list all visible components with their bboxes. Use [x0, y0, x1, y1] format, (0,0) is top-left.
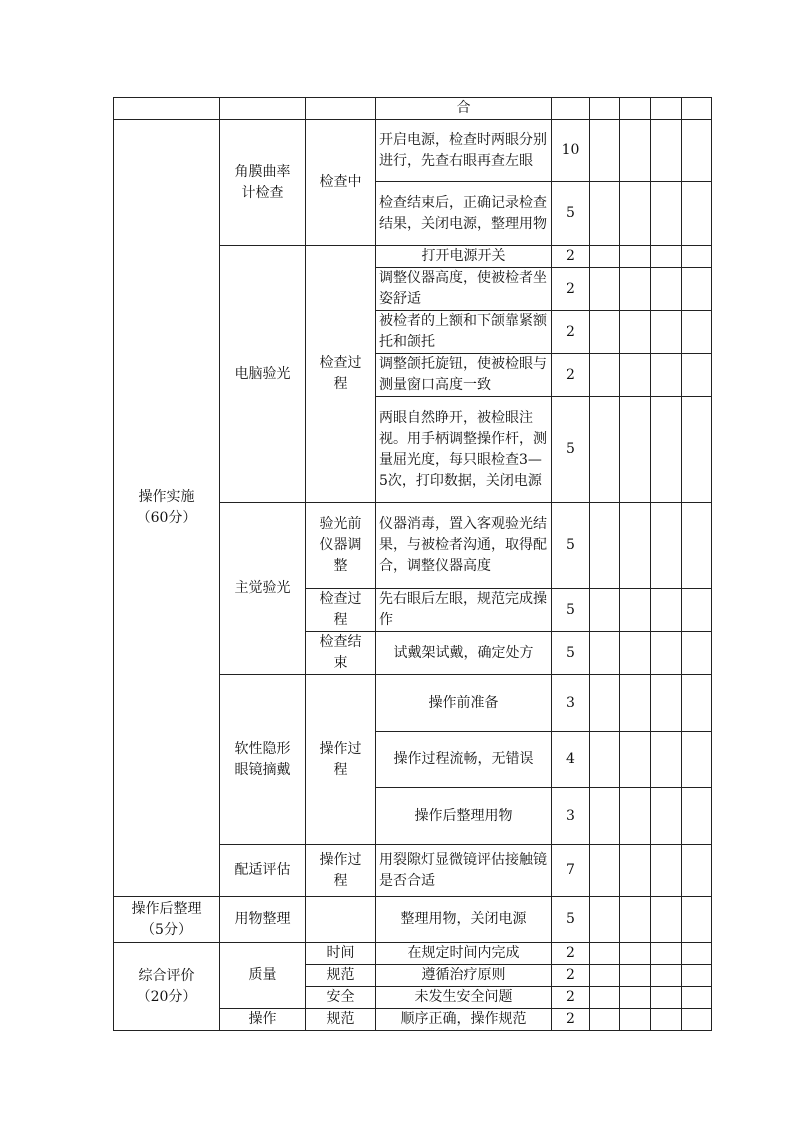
content-cell: 打开电源开关	[376, 246, 552, 268]
blank-cell	[682, 987, 712, 1009]
blank-cell	[651, 268, 682, 311]
phase-cell: 操作过 程	[306, 845, 376, 897]
blank-cell	[651, 788, 682, 845]
content-cell: 操作过程流畅，无错误	[376, 732, 552, 788]
category-cell: 操作后整理 （5分）	[114, 897, 220, 943]
phase-cell: 检查结 束	[306, 632, 376, 675]
phase-cell: 安全	[306, 987, 376, 1009]
blank-cell	[620, 98, 651, 120]
blank-cell	[620, 182, 651, 246]
blank-cell	[620, 397, 651, 503]
blank-cell	[620, 788, 651, 845]
content-cell: 操作前准备	[376, 675, 552, 732]
phase-cell: 检查过 程	[306, 589, 376, 632]
blank-cell	[620, 987, 651, 1009]
blank-cell	[682, 943, 712, 965]
content-cell: 仪器消毒，置入客观验光结果，与被检者沟通，取得配合，调整仪器高度	[376, 503, 552, 589]
blank-cell	[651, 98, 682, 120]
blank-cell	[651, 732, 682, 788]
content-cell: 用裂隙灯显微镜评估接触镜是否合适	[376, 845, 552, 897]
blank-cell	[620, 120, 651, 182]
blank-cell	[620, 246, 651, 268]
blank-cell	[651, 845, 682, 897]
blank-cell	[590, 354, 620, 397]
score-cell: 10	[552, 120, 590, 182]
table-cell	[220, 98, 306, 120]
score-cell	[552, 98, 590, 120]
content-cell: 调整颌托旋钮，使被检眼与测量窗口高度一致	[376, 354, 552, 397]
blank-cell	[590, 311, 620, 354]
phase-cell: 检查过 程	[306, 246, 376, 503]
score-cell: 5	[552, 397, 590, 503]
blank-cell	[590, 788, 620, 845]
blank-cell	[651, 965, 682, 987]
score-cell: 2	[552, 987, 590, 1009]
score-cell: 2	[552, 268, 590, 311]
phase-cell	[306, 897, 376, 943]
score-cell: 5	[552, 632, 590, 675]
content-cell: 开启电源，检查时两眼分别进行，先查右眼再查左眼	[376, 120, 552, 182]
score-cell: 2	[552, 311, 590, 354]
blank-cell	[651, 397, 682, 503]
scoring-sheet	[113, 97, 712, 1031]
table-cell	[114, 98, 220, 120]
score-cell: 2	[552, 246, 590, 268]
blank-cell	[682, 965, 712, 987]
item-cell: 软性隐形 眼镜摘戴	[220, 675, 306, 845]
score-cell: 2	[552, 943, 590, 965]
blank-cell	[682, 632, 712, 675]
item-cell: 用物整理	[220, 897, 306, 943]
blank-cell	[682, 897, 712, 943]
blank-cell	[590, 632, 620, 675]
blank-cell	[590, 268, 620, 311]
score-cell: 3	[552, 675, 590, 732]
table-cell	[306, 98, 376, 120]
blank-cell	[651, 943, 682, 965]
blank-cell	[682, 732, 712, 788]
content-cell: 顺序正确，操作规范	[376, 1009, 552, 1031]
blank-cell	[682, 120, 712, 182]
blank-cell	[620, 965, 651, 987]
category-cell: 操作实施 （60分）	[114, 120, 220, 897]
blank-cell	[620, 589, 651, 632]
scoring-table	[113, 97, 712, 1031]
content-cell: 遵循治疗原则	[376, 965, 552, 987]
blank-cell	[682, 1009, 712, 1031]
item-cell: 配适评估	[220, 845, 306, 897]
content-cell: 操作后整理用物	[376, 788, 552, 845]
item-cell: 角膜曲率 计检查	[220, 120, 306, 246]
blank-cell	[651, 503, 682, 589]
blank-cell	[620, 675, 651, 732]
content-cell: 合	[376, 98, 552, 120]
item-cell: 主觉验光	[220, 503, 306, 675]
content-cell: 检查结束后，正确记录检查结果，关闭电源，整理用物	[376, 182, 552, 246]
table-row	[114, 98, 712, 120]
blank-cell	[651, 354, 682, 397]
blank-cell	[590, 845, 620, 897]
blank-cell	[682, 98, 712, 120]
blank-cell	[620, 1009, 651, 1031]
table-row	[114, 897, 712, 943]
blank-cell	[682, 182, 712, 246]
blank-cell	[590, 120, 620, 182]
blank-cell	[620, 311, 651, 354]
blank-cell	[620, 354, 651, 397]
content-cell: 整理用物，关闭电源	[376, 897, 552, 943]
blank-cell	[590, 675, 620, 732]
blank-cell	[682, 246, 712, 268]
item-cell: 电脑验光	[220, 246, 306, 503]
blank-cell	[590, 98, 620, 120]
phase-cell: 检查中	[306, 120, 376, 246]
blank-cell	[651, 589, 682, 632]
blank-cell	[682, 354, 712, 397]
blank-cell	[590, 397, 620, 503]
phase-cell: 时间	[306, 943, 376, 965]
blank-cell	[682, 788, 712, 845]
score-cell: 5	[552, 182, 590, 246]
blank-cell	[590, 503, 620, 589]
phase-cell: 规范	[306, 965, 376, 987]
blank-cell	[651, 311, 682, 354]
content-cell: 在规定时间内完成	[376, 943, 552, 965]
blank-cell	[651, 1009, 682, 1031]
blank-cell	[682, 311, 712, 354]
blank-cell	[620, 845, 651, 897]
score-cell: 2	[552, 1009, 590, 1031]
blank-cell	[620, 503, 651, 589]
content-cell: 未发生安全问题	[376, 987, 552, 1009]
blank-cell	[590, 1009, 620, 1031]
item-cell: 操作	[220, 1009, 306, 1031]
category-cell: 综合评价 （20分）	[114, 943, 220, 1031]
blank-cell	[682, 268, 712, 311]
blank-cell	[620, 268, 651, 311]
blank-cell	[590, 943, 620, 965]
score-cell: 7	[552, 845, 590, 897]
blank-cell	[682, 845, 712, 897]
blank-cell	[651, 120, 682, 182]
score-cell: 5	[552, 589, 590, 632]
blank-cell	[651, 632, 682, 675]
score-cell: 5	[552, 897, 590, 943]
phase-cell: 规范	[306, 1009, 376, 1031]
blank-cell	[620, 632, 651, 675]
blank-cell	[590, 246, 620, 268]
table-row	[114, 120, 712, 182]
blank-cell	[620, 943, 651, 965]
blank-cell	[590, 182, 620, 246]
blank-cell	[651, 987, 682, 1009]
item-cell: 质量	[220, 943, 306, 1009]
blank-cell	[682, 589, 712, 632]
phase-cell: 验光前 仪器调 整	[306, 503, 376, 589]
content-cell: 先右眼后左眼，规范完成操作	[376, 589, 552, 632]
blank-cell	[651, 897, 682, 943]
blank-cell	[590, 589, 620, 632]
blank-cell	[682, 397, 712, 503]
blank-cell	[590, 732, 620, 788]
content-cell: 被检者的上额和下颌靠紧额托和颌托	[376, 311, 552, 354]
score-cell: 4	[552, 732, 590, 788]
blank-cell	[620, 732, 651, 788]
blank-cell	[590, 987, 620, 1009]
blank-cell	[682, 675, 712, 732]
blank-cell	[682, 503, 712, 589]
blank-cell	[620, 897, 651, 943]
content-cell: 两眼自然睁开，被检眼注视。用手柄调整操作杆，测量屈光度，每只眼检查3—5次，打印数据，关闭电源	[376, 397, 552, 503]
content-cell: 调整仪器高度，使被检者坐姿舒适	[376, 268, 552, 311]
phase-cell: 操作过 程	[306, 675, 376, 845]
blank-cell	[651, 246, 682, 268]
table-row	[114, 943, 712, 965]
blank-cell	[590, 965, 620, 987]
blank-cell	[590, 897, 620, 943]
score-cell: 3	[552, 788, 590, 845]
blank-cell	[651, 675, 682, 732]
blank-cell	[651, 182, 682, 246]
score-cell: 2	[552, 965, 590, 987]
content-cell: 试戴架试戴，确定处方	[376, 632, 552, 675]
score-cell: 5	[552, 503, 590, 589]
score-cell: 2	[552, 354, 590, 397]
